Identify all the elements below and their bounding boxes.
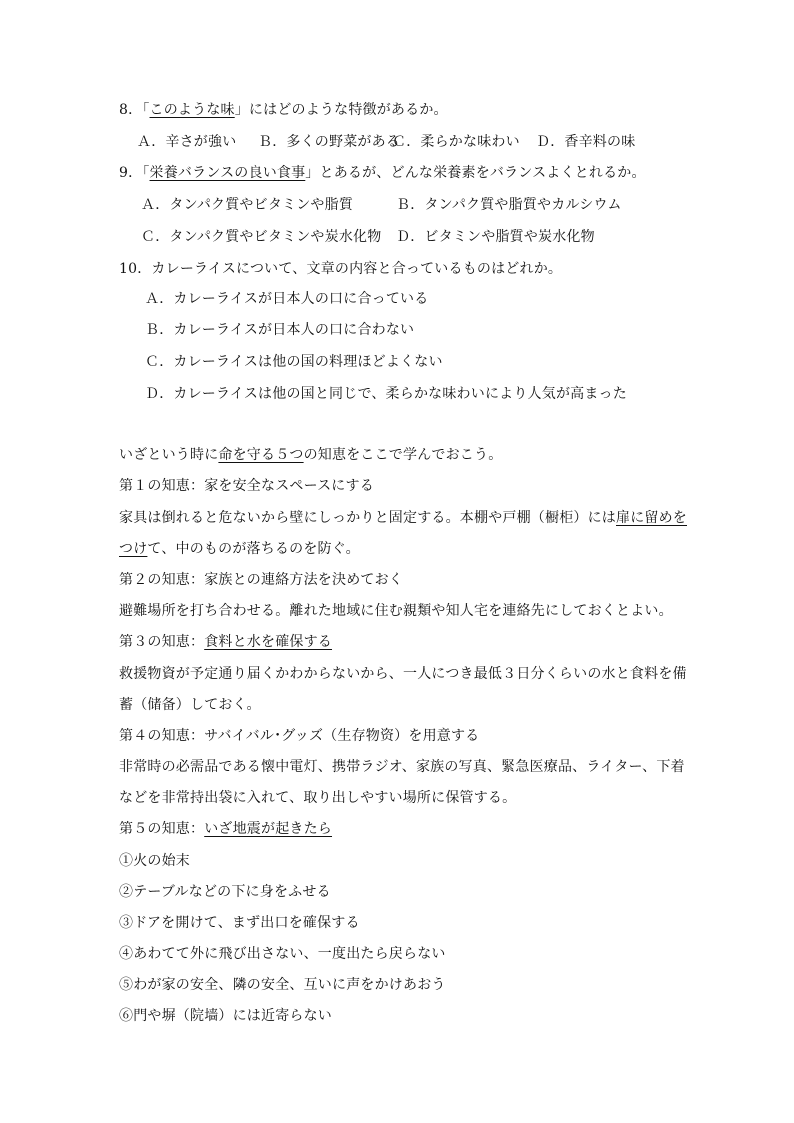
option-b: Ｂ．タンパク質や脂質やカルシウム — [396, 197, 622, 213]
wisdom-3-title — [119, 633, 332, 651]
list-item: ④あわてて外に飛び出さない、一度出たら戻らない — [119, 946, 446, 962]
wisdom-4-line-2: などを非常持出袋に入れて、取り出しやすい場所に保管する。 — [119, 790, 517, 806]
wisdom-1-title: 第１の知恵：家を安全なスペースにする — [119, 478, 374, 494]
question-10-option-c: Ｃ．カレーライスは他の国の料理ほどよくない — [145, 354, 443, 370]
title-label: 第３の知恵： — [119, 634, 205, 650]
wisdom-1-line-2 — [119, 540, 360, 558]
passage-intro — [119, 446, 502, 464]
body-text: て、中のものが落ちるのを防ぐ。 — [147, 541, 360, 557]
question-text: とあるが、どんな栄養素をバランスよくとれるか。 — [319, 165, 646, 181]
option-c: Ｃ．柔らかな味わい — [392, 134, 520, 150]
intro-underlined: 命を守る５つ — [218, 447, 304, 463]
wisdom-2-title: 第２の知恵：家族との連絡方法を決めておく — [119, 572, 403, 588]
question-10: 10．カレーライスについて、文章の内容と合っているものはどれか。 — [119, 261, 563, 277]
wisdom-3-line-2: 蓄（储备）しておく。 — [119, 697, 261, 713]
quote-open: 「 — [142, 165, 150, 181]
list-item: ①火の始末 — [119, 853, 190, 869]
quoted-phrase: 栄養バランスの良い食事 — [149, 165, 306, 181]
quoted-phrase: このような味 — [149, 102, 235, 118]
intro-text: いざという時に — [119, 447, 219, 463]
intro-text-end: の知恵をここで学んでおこう。 — [303, 447, 503, 463]
list-item: ②テーブルなどの下に身をふせる — [119, 884, 331, 900]
list-item: ⑤わが家の安全、隣の安全、互いに声をかけあおう — [119, 977, 446, 993]
option-a: Ａ．辛さが強い — [137, 134, 237, 150]
option-b: Ｂ．多くの野菜がある — [258, 134, 400, 150]
question-10-option-d: Ｄ．カレーライスは他の国と同じで、柔らかな味わいにより人気が高まった — [145, 386, 627, 402]
wisdom-3-line-1: 救援物資が予定通り届くかわからないから、一人につき最低３日分くらいの水と食料を備 — [119, 666, 687, 682]
quote-close: 」 — [305, 165, 320, 181]
wisdom-4-title: 第４の知恵：サバイバル･グッズ（生存物资）を用意する — [119, 728, 480, 744]
title-underlined: 食料と水を確保する — [204, 634, 333, 650]
question-9 — [119, 164, 646, 182]
title-underlined: いざ地震が起きたら — [204, 821, 333, 837]
option-c: Ｃ．タンパク質やビタミンや炭水化物 — [141, 229, 382, 245]
option-d: Ｄ．ビタミンや脂質や炭水化物 — [396, 229, 595, 245]
question-10-option-b: Ｂ．カレーライスが日本人の口に合わない — [145, 322, 415, 338]
wisdom-2-line-1: 避難場所を打ち合わせる。離れた地域に住む親類や知人宅を連絡先にしておくとよい。 — [119, 603, 673, 619]
question-number: 9． — [119, 165, 143, 181]
question-number: 8． — [119, 102, 143, 118]
wisdom-1-line-1 — [119, 509, 687, 527]
title-label: 第５の知恵： — [119, 821, 205, 837]
list-item: ③ドアを開けて、まず出口を確保する — [119, 915, 360, 931]
quote-open: 「 — [142, 102, 150, 118]
list-item: ⑥門や塀（院墙）には近寄らない — [119, 1008, 332, 1024]
wisdom-5-title — [119, 820, 332, 838]
question-8 — [119, 101, 448, 119]
question-10-option-a: Ａ．カレーライスが日本人の口に合っている — [145, 291, 429, 307]
option-d: Ｄ．香辛料の味 — [536, 134, 636, 150]
question-text: にはどのような特徴があるか。 — [248, 102, 448, 118]
underlined-phrase: つけ — [119, 541, 148, 557]
option-a: Ａ．タンパク質やビタミンや脂質 — [141, 197, 354, 213]
quote-close: 」 — [234, 102, 249, 118]
wisdom-4-line-1: 非常時の必需品である懐中電灯、携帯ラジオ、家族の写真、緊急医療品、ライター、下着 — [119, 759, 685, 775]
body-text: 家具は倒れると危ないから壁にしっかりと固定する。本棚や戸棚（橱柜）には — [119, 510, 616, 526]
underlined-phrase: 扉に留めを — [616, 510, 687, 526]
